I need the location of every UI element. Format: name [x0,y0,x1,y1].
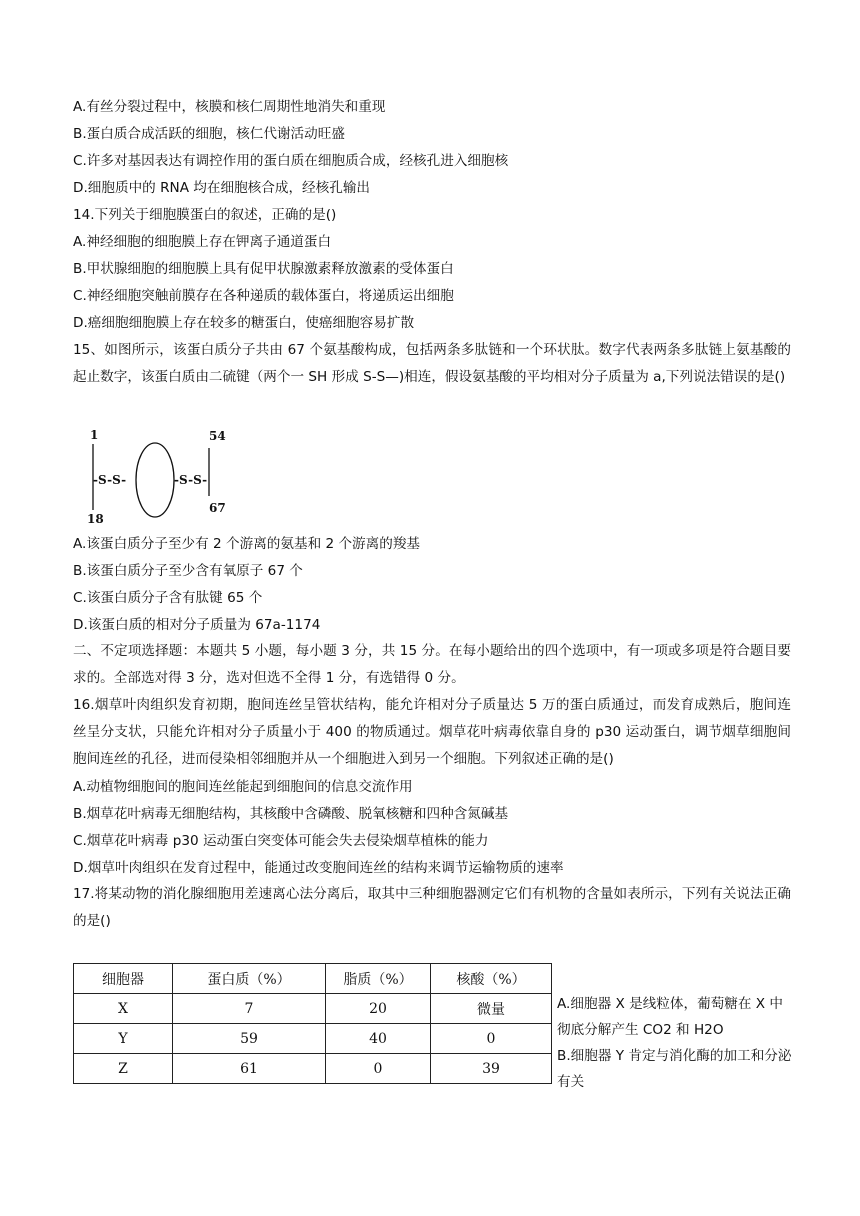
q13-option-d: D.细胞质中的 RNA 均在细胞核合成，经核孔输出 [73,180,371,196]
disulfide-bond-right: -S-S- [174,473,208,487]
disulfide-bond-left: -S-S- [93,473,127,487]
table-row [74,1054,552,1084]
q14-stem: 14.下列关于细胞膜蛋白的叙述，正确的是() [73,207,337,223]
table-header-row [74,964,552,994]
cyclic-peptide-ring [136,443,174,517]
q14-option-b: B.甲状腺细胞的细胞膜上具有促甲状腺激素释放激素的受体蛋白 [73,261,454,277]
q13-option-b: B.蛋白质合成活跃的细胞，核仁代谢活动旺盛 [73,126,345,142]
table-cell: 20 [326,994,431,1024]
q14-option-d: D.癌细胞细胞膜上存在较多的糖蛋白，使癌细胞容易扩散 [73,315,415,331]
q16-option-c: C.烟草花叶病毒 p30 运动蛋白突变体可能会失去侵染烟草植株的能力 [73,833,489,849]
table-row [74,994,552,1024]
table-header: 脂质（%） [326,964,431,994]
table-cell: 0 [431,1024,552,1054]
table-header: 核酸（%） [431,964,552,994]
label-1: 1 [90,428,99,442]
q16-option-d: D.烟草叶肉组织在发育过程中，能通过改变胞间连丝的结构来调节运输物质的速率 [73,860,564,876]
table-cell: Y [74,1024,173,1054]
table-cell: 7 [173,994,326,1024]
q15-option-a: A.该蛋白质分子至少有 2 个游离的氨基和 2 个游离的羧基 [73,536,421,552]
q13-option-a: A.有丝分裂过程中，核膜和核仁周期性地消失和重现 [73,99,386,115]
q15-option-b: B.该蛋白质分子至少含有氧原子 67 个 [73,563,303,579]
q14-option-a: A.神经细胞的细胞膜上存在钾离子通道蛋白 [73,234,332,250]
q15-stem: 15、如图所示，该蛋白质分子共由 67 个氨基酸构成，包括两条多肽链和一个环状肽。数字代表两条多肽链上氨基酸的起止数字，该蛋白质由二硫键（两个一 SH 形成 S-S—)相连，假设氨基酸的平均相对分子质量为 a,下列说法错误的是() [73,342,791,385]
table-cell: 40 [326,1024,431,1054]
q16-option-a: A.动植物细胞间的胞间连丝能起到细胞间的信息交流作用 [73,779,413,795]
q17-option-b: B.细胞器 Y 肯定与消化酶的加工和分泌有关 [557,1048,792,1090]
label-54: 54 [209,429,226,443]
table-header: 蛋白质（%） [173,964,326,994]
label-18: 18 [87,512,104,526]
organelle-content-table [73,963,552,1084]
table-cell: X [74,994,173,1024]
section-2-instructions: 二、不定项选择题：本题共 5 小题，每小题 3 分，共 15 分。在每小题给出的四个选项中，有一项或多项是符合题目要求的。全部选对得 3 分，选对但选不全得 1 分，有选错得 0 分。 [73,643,791,686]
table-cell: 59 [173,1024,326,1054]
q15-option-c: C.该蛋白质分子含有肽键 65 个 [73,590,263,606]
table-cell: 微量 [431,994,552,1024]
label-67: 67 [209,501,226,515]
q17-option-a: A.细胞器 X 是线粒体，葡萄糖在 X 中彻底分解产生 CO2 和 H2O [557,996,784,1038]
table-row [74,1024,552,1054]
q15-option-d: D.该蛋白质的相对分子质量为 67a-1174 [73,617,321,633]
q16-stem: 16.烟草叶肉组织发育初期，胞间连丝呈管状结构，能允许相对分子质量达 5 万的蛋白质通过，而发育成熟后，胞间连丝呈分支状，只能允许相对分子质量小于 400 的物质通过。烟草花叶病毒依靠自身的 p30 运动蛋白，调节烟草细胞间胞间连丝的孔径，进而侵染相邻细胞并从一个细胞进入到另一个细胞。下列叙述正确的是() [73,697,791,767]
q14-option-c: C.神经细胞突触前膜存在各种递质的载体蛋白，将递质运出细胞 [73,288,454,304]
table-cell: 39 [431,1054,552,1084]
protein-structure-diagram [84,426,234,526]
q17-stem: 17.将某动物的消化腺细胞用差速离心法分离后，取其中三种细胞器测定它们有机物的含量如表所示，下列有关说法正确的是() [73,886,791,929]
q13-option-c: C.许多对基因表达有调控作用的蛋白质在细胞质合成，经核孔进入细胞核 [73,153,509,169]
table-cell: Z [74,1054,173,1084]
table-header: 细胞器 [74,964,173,994]
table-cell: 0 [326,1054,431,1084]
table-cell: 61 [173,1054,326,1084]
q16-option-b: B.烟草花叶病毒无细胞结构，其核酸中含磷酸、脱氧核糖和四种含氮碱基 [73,806,509,822]
